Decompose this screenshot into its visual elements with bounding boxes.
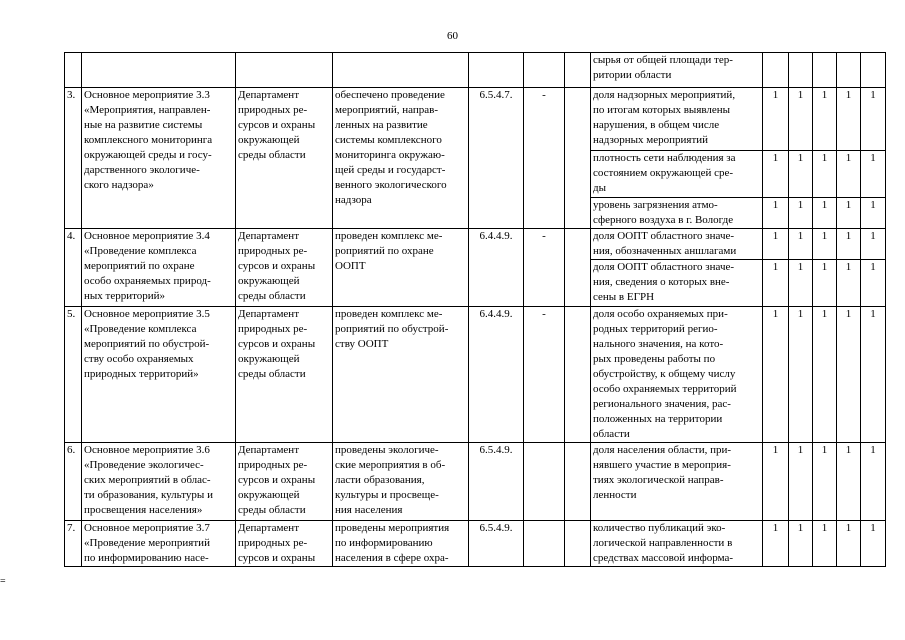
table-row xyxy=(65,88,886,151)
value-cell: 1 xyxy=(789,521,813,567)
value-cell: 1 xyxy=(837,229,861,260)
value-cell: 1 xyxy=(861,307,886,443)
value-cell: 1 xyxy=(763,307,789,443)
expected-result: проведен комплекс ме- роприятий по охране ООПТ xyxy=(333,229,469,307)
table-body xyxy=(65,53,886,567)
program-code: 6.4.4.9. xyxy=(469,229,524,307)
empty-cell xyxy=(565,521,591,567)
executor: Департамент природных ре- сурсов и охраны окружающей среды области xyxy=(236,88,333,229)
value-cell: 1 xyxy=(763,229,789,260)
row-number: 4. xyxy=(65,229,82,307)
table-row-continued xyxy=(65,53,886,88)
table-row xyxy=(65,521,886,567)
value-cell: 1 xyxy=(861,443,886,521)
program-code: 6.5.4.7. xyxy=(469,88,524,229)
indicator-cell: доля надзорных мероприятий, по итогам которых выявлены нарушения, в общем числе надзорных мероприятий xyxy=(591,88,763,151)
value-cell: 1 xyxy=(861,88,886,151)
value-cell: 1 xyxy=(813,443,837,521)
empty-cell xyxy=(565,307,591,443)
executor: Департамент природных ре- сурсов и охраны окружающей среды области xyxy=(236,229,333,307)
expected-result: обеспечено проведение мероприятий, направ- ленных на развитие системы комплексного мониторинга окружаю- щей среды и государст- венного экологического надзора xyxy=(333,88,469,229)
event-name: Основное мероприятие 3.7 «Проведение мероприятий по информированию насе- xyxy=(82,521,236,567)
dash-cell: - xyxy=(524,307,565,443)
value-cell: 1 xyxy=(789,229,813,260)
page-number: 60 xyxy=(447,30,458,42)
executor: Департамент природных ре- сурсов и охраны окружающей среды области xyxy=(236,443,333,521)
executor: Департамент природных ре- сурсов и охраны xyxy=(236,521,333,567)
indicator-cell: доля населения области, при- нявшего участие в мероприя- тиях экологической направ- ленности xyxy=(591,443,763,521)
indicator-cell: плотность сети наблюдения за состоянием окружающей сре- ды xyxy=(591,151,763,198)
program-table-wrap xyxy=(64,52,886,567)
table-row xyxy=(65,443,886,521)
value-cell: 1 xyxy=(813,151,837,198)
value-cell: 1 xyxy=(837,198,861,229)
executor: Департамент природных ре- сурсов и охраны окружающей среды области xyxy=(236,307,333,443)
row-number: 5. xyxy=(65,307,82,443)
dash-cell xyxy=(524,521,565,567)
expected-result: проведены мероприятия по информированию населения в сфере охра- xyxy=(333,521,469,567)
indicator-cell: доля особо охраняемых при- родных территорий регио- нального значения, на кото- рых проведены работы по обустройству, к общему числу особо охраняемых территорий регионального значения, рас- положенных на территории области xyxy=(591,307,763,443)
expected-result: проведены экологиче- ские мероприятия в об- ласти образования, культуры и просвеще- ния населения xyxy=(333,443,469,521)
value-cell: 1 xyxy=(861,198,886,229)
value-cell: 1 xyxy=(837,260,861,307)
table-row xyxy=(65,307,886,443)
value-cell: 1 xyxy=(861,151,886,198)
value-cell: 1 xyxy=(789,151,813,198)
value-cell: 1 xyxy=(789,260,813,307)
indicator-cell: доля ООПТ областного значе- ния, обозначенных аншлагами xyxy=(591,229,763,260)
value-cell: 1 xyxy=(813,198,837,229)
event-name: Основное мероприятие 3.3 «Мероприятия, направлен- ные на развитие системы комплексного мониторинга окружающей среды и госу- дарственного экологиче- ского надзора» xyxy=(82,88,236,229)
value-cell: 1 xyxy=(789,88,813,151)
value-cell: 1 xyxy=(813,229,837,260)
indicator-cell: сырья от общей площади тер- ритории области xyxy=(591,53,763,88)
value-cell: 1 xyxy=(861,521,886,567)
value-cell: 1 xyxy=(837,307,861,443)
value-cell: 1 xyxy=(861,229,886,260)
value-cell: 1 xyxy=(813,521,837,567)
event-name: Основное мероприятие 3.5 «Проведение комплекса мероприятий по обустрой- ству особо охраняемых природных территорий» xyxy=(82,307,236,443)
empty-cell xyxy=(565,229,591,307)
value-cell: 1 xyxy=(837,443,861,521)
program-code: 6.4.4.9. xyxy=(469,307,524,443)
table-row xyxy=(65,229,886,260)
row-number: 7. xyxy=(65,521,82,567)
indicator-cell: доля ООПТ областного значе- ния, сведения о которых вне- сены в ЕГРН xyxy=(591,260,763,307)
value-cell: 1 xyxy=(813,260,837,307)
value-cell: 1 xyxy=(763,151,789,198)
value-cell: 1 xyxy=(813,88,837,151)
row-number: 6. xyxy=(65,443,82,521)
event-name: Основное мероприятие 3.4 «Проведение комплекса мероприятий по охране особо охраняемых природ- ных территорий» xyxy=(82,229,236,307)
empty-cell xyxy=(565,88,591,229)
program-code: 6.5.4.9. xyxy=(469,521,524,567)
value-cell: 1 xyxy=(837,521,861,567)
value-cell: 1 xyxy=(837,88,861,151)
edge-mark: = xyxy=(0,576,6,587)
value-cell: 1 xyxy=(763,88,789,151)
value-cell: 1 xyxy=(861,260,886,307)
indicator-cell: количество публикаций эко- логической направленности в средствах массовой информа- xyxy=(591,521,763,567)
value-cell: 1 xyxy=(789,198,813,229)
indicator-cell: уровень загрязнения атмо- сферного воздуха в г. Вологде xyxy=(591,198,763,229)
value-cell: 1 xyxy=(789,307,813,443)
empty-cell xyxy=(565,443,591,521)
dash-cell: - xyxy=(524,88,565,229)
value-cell: 1 xyxy=(763,198,789,229)
value-cell: 1 xyxy=(763,443,789,521)
dash-cell xyxy=(524,443,565,521)
expected-result: проведен комплекс ме- роприятий по обустрой- ству ООПТ xyxy=(333,307,469,443)
row-number: 3. xyxy=(65,88,82,229)
value-cell: 1 xyxy=(763,521,789,567)
dash-cell: - xyxy=(524,229,565,307)
value-cell: 1 xyxy=(813,307,837,443)
event-name: Основное мероприятие 3.6 «Проведение экологичес- ских мероприятий в облас- ти образования, культуры и просвещения населения» xyxy=(82,443,236,521)
value-cell: 1 xyxy=(763,260,789,307)
value-cell: 1 xyxy=(837,151,861,198)
program-events-table xyxy=(64,52,886,567)
value-cell: 1 xyxy=(789,443,813,521)
program-code: 6.5.4.9. xyxy=(469,443,524,521)
